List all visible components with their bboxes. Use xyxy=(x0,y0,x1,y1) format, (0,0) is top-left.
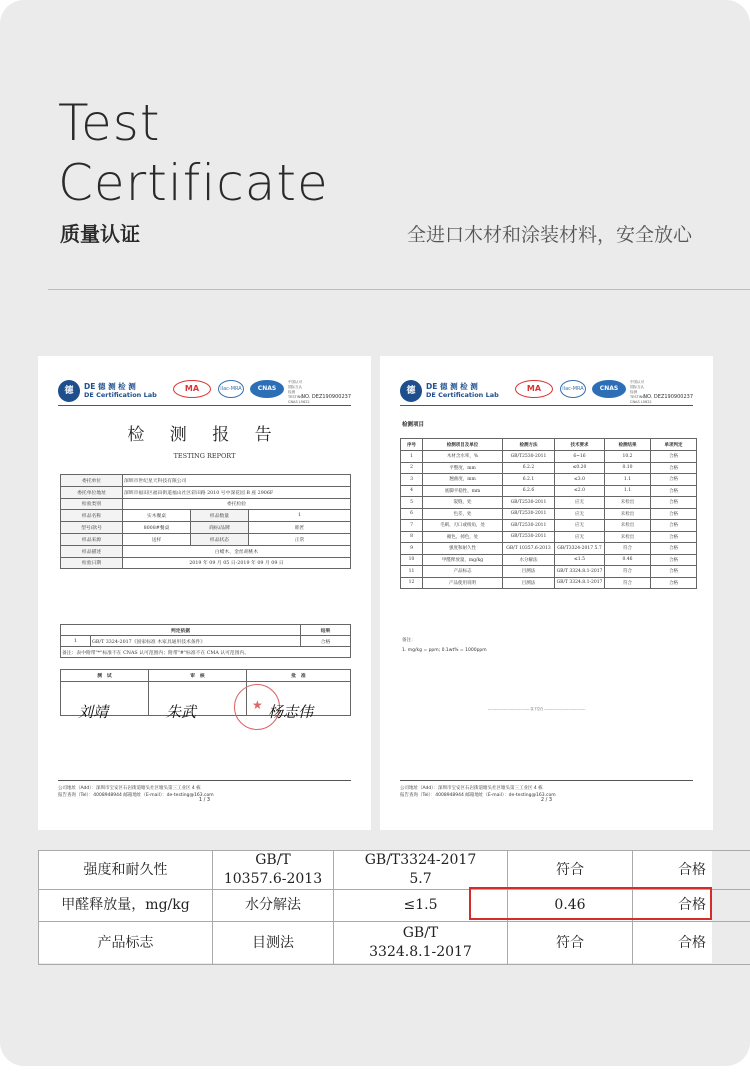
table-cell: 6~16 xyxy=(555,451,605,463)
accreditation-text: 中国认可 国际互认 检测 TESTING CNAS L5622 xyxy=(630,380,652,404)
table-cell: 裂缝，处 xyxy=(423,497,503,509)
table-cell: 产品标志 xyxy=(39,922,213,965)
table-cell: 水分解法 xyxy=(213,890,334,922)
highlight-box xyxy=(469,887,712,920)
table-cell: 目测法 xyxy=(503,566,555,578)
report-subtitle: TESTING REPORT xyxy=(173,452,236,460)
accreditation-text: 中国认可 国际互认 检测 TESTING CNAS L5622 xyxy=(288,380,310,404)
table-cell: 符合 xyxy=(605,543,651,555)
table-cell: 型号/款号 xyxy=(61,522,123,534)
page-subtitle: 质量认证 xyxy=(60,222,140,246)
table-cell: 应无 xyxy=(555,531,605,543)
table-cell: 合格 xyxy=(651,451,697,463)
table-cell: 1.1 xyxy=(605,485,651,497)
table-cell: 白蜡木、金丝胡桃木 xyxy=(123,545,351,557)
table-cell: 未检出 xyxy=(605,531,651,543)
column-header: 检测方法 xyxy=(503,439,555,451)
table-cell: 底脚平稳性，mm xyxy=(423,485,503,497)
table-cell: 合格 xyxy=(651,554,697,566)
table-row xyxy=(401,451,697,463)
table-cell: 7 xyxy=(401,520,423,532)
table-cell: 深圳市福田区福田街道福山社区彩田路 2010 号中深花园 B 座 2906F xyxy=(123,486,351,498)
table-cell: 毛刺、刃口或棱角，处 xyxy=(423,520,503,532)
table-cell: 合格 xyxy=(633,922,750,965)
table-cell: 应无 xyxy=(555,520,605,532)
table-header-row xyxy=(401,439,697,451)
table-cell: ≤1.5 xyxy=(334,890,508,922)
report-title: 检 测 报 告 xyxy=(127,425,282,445)
table-cell: 判定依据 xyxy=(61,625,301,636)
certificate-page-2 xyxy=(380,356,713,830)
signature-reviewer: 朱武 xyxy=(166,703,197,721)
table-cell: 结果 xyxy=(301,625,351,636)
table-cell: 应无 xyxy=(555,497,605,509)
table-cell: 未检出 xyxy=(605,497,651,509)
table-cell: 10 xyxy=(401,554,423,566)
table-row xyxy=(401,520,697,532)
table-cell: 强度和耐久性 xyxy=(423,543,503,555)
table-cell: 合格 xyxy=(651,474,697,486)
page-title-line2: Certificate xyxy=(58,154,329,212)
table-cell: 2019 年 09 月 05 日-2019 年 09 月 09 日 xyxy=(123,557,351,569)
page-title-line1: Test xyxy=(58,94,161,152)
table-cell: 实木餐桌 xyxy=(123,510,191,522)
table-cell: 产品标志 xyxy=(423,566,503,578)
page-number: 1 / 3 xyxy=(198,797,211,803)
table-cell: 合格 xyxy=(633,890,750,922)
table-cell: 强度和耐久性 xyxy=(39,851,213,890)
test-items-body xyxy=(401,451,697,589)
column-header: 单项判定 xyxy=(651,439,697,451)
basis-table xyxy=(60,624,351,658)
table-cell: 3 xyxy=(401,474,423,486)
table-row xyxy=(39,922,750,965)
table-cell: ≤2.0 xyxy=(555,485,605,497)
table-cell: 委托单位地址 xyxy=(61,486,123,498)
sample-info-table xyxy=(60,474,351,569)
table-cell: 深圳市世纪星天科技有限公司 xyxy=(123,475,351,487)
table-row xyxy=(401,508,697,520)
signature-approver: 杨志伟 xyxy=(268,703,314,721)
table-cell: 检验类别 xyxy=(61,498,123,510)
table-cell: 褪色、掉色，处 xyxy=(423,531,503,543)
ma-logo-icon: MA xyxy=(173,380,211,398)
table-cell: 合格 xyxy=(651,543,697,555)
table-cell: 睦匠 xyxy=(249,522,351,534)
table-row xyxy=(401,531,697,543)
table-cell: 11 xyxy=(401,566,423,578)
table-cell: 0.46 xyxy=(508,890,633,922)
table-cell: 4 xyxy=(401,485,423,497)
table-cell: 检验日期 xyxy=(61,557,123,569)
table-cell: 10.2 xyxy=(605,451,651,463)
table-cell: ≤3.0 xyxy=(555,474,605,486)
signature-tester: 刘靖 xyxy=(78,703,109,721)
ilac-logo-icon: ilac-MRA xyxy=(560,380,586,398)
table-cell: 1.1 xyxy=(605,474,651,486)
table-cell: 备注：表中附带"*"标准不在 CNAS 认可范围内；附带"#"标准不在 CMA 认可范围内。 xyxy=(61,647,351,658)
table-cell: 应无 xyxy=(555,508,605,520)
de-logo-icon: 德 xyxy=(400,380,422,402)
table-cell: 木材含水率，% xyxy=(423,451,503,463)
table-cell: 合格 xyxy=(651,485,697,497)
footer-address: 公司地址（Add）：深圳市宝安区石岩街道塘头社区塘头第三工业区 4 栋 xyxy=(400,786,543,791)
table-cell: 0.46 xyxy=(605,554,651,566)
blank-marker: ------------------------------------ 以下空白 ------------------------------------ xyxy=(488,707,586,711)
table-row xyxy=(39,851,750,890)
table-cell: 委托检验 xyxy=(123,498,351,510)
table-cell: 目测法 xyxy=(503,577,555,589)
table-cell: 目测法 xyxy=(213,922,334,965)
cnas-logo-icon: CNAS xyxy=(592,380,626,398)
table-row xyxy=(401,462,697,474)
table-cell: 商标/品牌 xyxy=(191,522,249,534)
table-cell: 合格 xyxy=(651,508,697,520)
table-cell: GB/T 10357.6-2013 xyxy=(213,851,334,890)
footer-contact: 报告查询（Tel）：4008948944 邮箱地址（E-mail）：de-testing@163.com xyxy=(400,793,556,798)
cnas-logo-icon: CNAS xyxy=(250,380,284,398)
column-header: 检测结果 xyxy=(605,439,651,451)
table-cell: 送样 xyxy=(123,533,191,545)
table-cell: 5 xyxy=(401,497,423,509)
table-cell: 8008#餐桌 xyxy=(123,522,191,534)
table-cell: 合格 xyxy=(633,851,750,890)
table-cell: 8 xyxy=(401,531,423,543)
table-row xyxy=(401,577,697,589)
divider xyxy=(48,289,750,290)
table-cell: 6 xyxy=(401,508,423,520)
table-cell: 符合 xyxy=(508,851,633,890)
lab-name-en: DE Certification Lab xyxy=(426,391,499,399)
table-cell: ≤0.20 xyxy=(555,462,605,474)
table-cell: 合格 xyxy=(651,462,697,474)
table-cell: 审 核 xyxy=(149,670,247,682)
table-cell: 甲醛释放量，mg/kg xyxy=(39,890,213,922)
table-cell: 色差，处 xyxy=(423,508,503,520)
table-cell: 9 xyxy=(401,543,423,555)
ilac-logo-icon: ilac-MRA xyxy=(218,380,244,398)
column-header: 检测项目及单位 xyxy=(423,439,503,451)
page-slogan: 全进口木材和涂装材料，安全放心 xyxy=(406,224,692,246)
table-cell: 委托单位 xyxy=(61,475,123,487)
table-cell: GB/T2530-2011 xyxy=(503,531,555,543)
table-cell: 2 xyxy=(401,462,423,474)
table-row xyxy=(401,554,697,566)
footer-address: 公司地址（Add）：深圳市宝安区石岩街道塘头社区塘头第三工业区 4 栋 xyxy=(58,786,201,791)
table-cell: GB/T2530-2011 xyxy=(503,451,555,463)
report-number: NO. DEZ190900237 xyxy=(301,394,351,400)
table-cell: 合格 xyxy=(651,566,697,578)
table-cell: GB/T3324-2017 5.7 xyxy=(334,851,508,890)
table-cell: 样品描述 xyxy=(61,545,123,557)
lab-name-cn: DE 德 测 检 测 xyxy=(426,382,478,391)
table-cell: ≤1.5 xyxy=(555,554,605,566)
table-cell: 未检出 xyxy=(605,508,651,520)
table-cell: 样品名称 xyxy=(61,510,123,522)
lab-name-cn: DE 德 测 检 测 xyxy=(84,382,136,391)
table-cell: 合格 xyxy=(651,497,697,509)
ma-logo-icon: MA xyxy=(515,380,553,398)
table-cell: 12 xyxy=(401,577,423,589)
table-cell: 合格 xyxy=(651,531,697,543)
table-cell: GB/T2530-2011 xyxy=(503,497,555,509)
report-number: NO. DEZ190900237 xyxy=(643,394,693,400)
table-cell: 甲醛释放量，mg/kg xyxy=(423,554,503,566)
table-cell: GB/T 3324-2017《国家标准 木家具通用技术条件》 xyxy=(91,636,301,647)
note-value: 1. mg/kg = ppm; 0.1wt% = 1000ppm xyxy=(402,648,487,653)
table-cell: 水分解法 xyxy=(503,554,555,566)
table-cell: 翘曲度，mm xyxy=(423,474,503,486)
table-cell: 正常 xyxy=(249,533,351,545)
table-cell: 6.2.6 xyxy=(503,485,555,497)
test-items-table xyxy=(400,438,697,589)
table-cell: 合格 xyxy=(651,520,697,532)
table-cell: 6.2.1 xyxy=(503,474,555,486)
footer-contact: 报告查询（Tel）：4008948944 邮箱地址（E-mail）：de-testing@163.com xyxy=(58,793,214,798)
certificate-page-1 xyxy=(38,356,371,830)
table-row xyxy=(401,485,697,497)
items-title: 检测项目 xyxy=(402,422,425,428)
table-cell: 样品状态 xyxy=(191,533,249,545)
doc-note xyxy=(402,636,487,656)
table-cell: 样品数量 xyxy=(191,510,249,522)
table-cell: 符合 xyxy=(605,566,651,578)
table-cell: 符合 xyxy=(508,922,633,965)
doc-header xyxy=(58,380,351,406)
lab-name-en: DE Certification Lab xyxy=(84,391,157,399)
column-header: 序号 xyxy=(401,439,423,451)
table-row xyxy=(401,497,697,509)
table-cell: 样品来源 xyxy=(61,533,123,545)
table-cell: 平整度，mm xyxy=(423,462,503,474)
table-cell: 符合 xyxy=(605,577,651,589)
table-cell: 测 试 xyxy=(61,670,149,682)
table-cell: GB/T 10357.6-2013 xyxy=(503,543,555,555)
table-cell: GB/T 3324.8.1-2017 xyxy=(334,922,508,965)
table-cell: 合格 xyxy=(301,636,351,647)
de-logo-icon: 德 xyxy=(58,380,80,402)
table-cell: 0.10 xyxy=(605,462,651,474)
table-cell: GB/T3324-2017 5.7 xyxy=(555,543,605,555)
table-row xyxy=(401,566,697,578)
column-header: 技术要求 xyxy=(555,439,605,451)
table-cell: 1 xyxy=(401,451,423,463)
table-cell: 批 准 xyxy=(247,670,351,682)
official-stamp-icon: ★ xyxy=(234,684,280,730)
table-cell: 1 xyxy=(61,636,91,647)
table-row xyxy=(401,543,697,555)
table-cell: 1 xyxy=(249,510,351,522)
table-cell: GB/T 3324.8.1-2017 xyxy=(555,577,605,589)
table-row xyxy=(401,474,697,486)
table-cell: 产品使用说明 xyxy=(423,577,503,589)
page-number: 2 / 3 xyxy=(540,797,553,803)
table-cell: 6.2.2 xyxy=(503,462,555,474)
table-cell: 未检出 xyxy=(605,520,651,532)
table-cell: GB/T 3324.8.1-2017 xyxy=(555,566,605,578)
table-cell: GB/T2530-2011 xyxy=(503,508,555,520)
doc-header xyxy=(400,380,693,406)
table-cell: 合格 xyxy=(651,577,697,589)
note-label: 备注： xyxy=(402,638,416,643)
table-cell: GB/T2530-2011 xyxy=(503,520,555,532)
